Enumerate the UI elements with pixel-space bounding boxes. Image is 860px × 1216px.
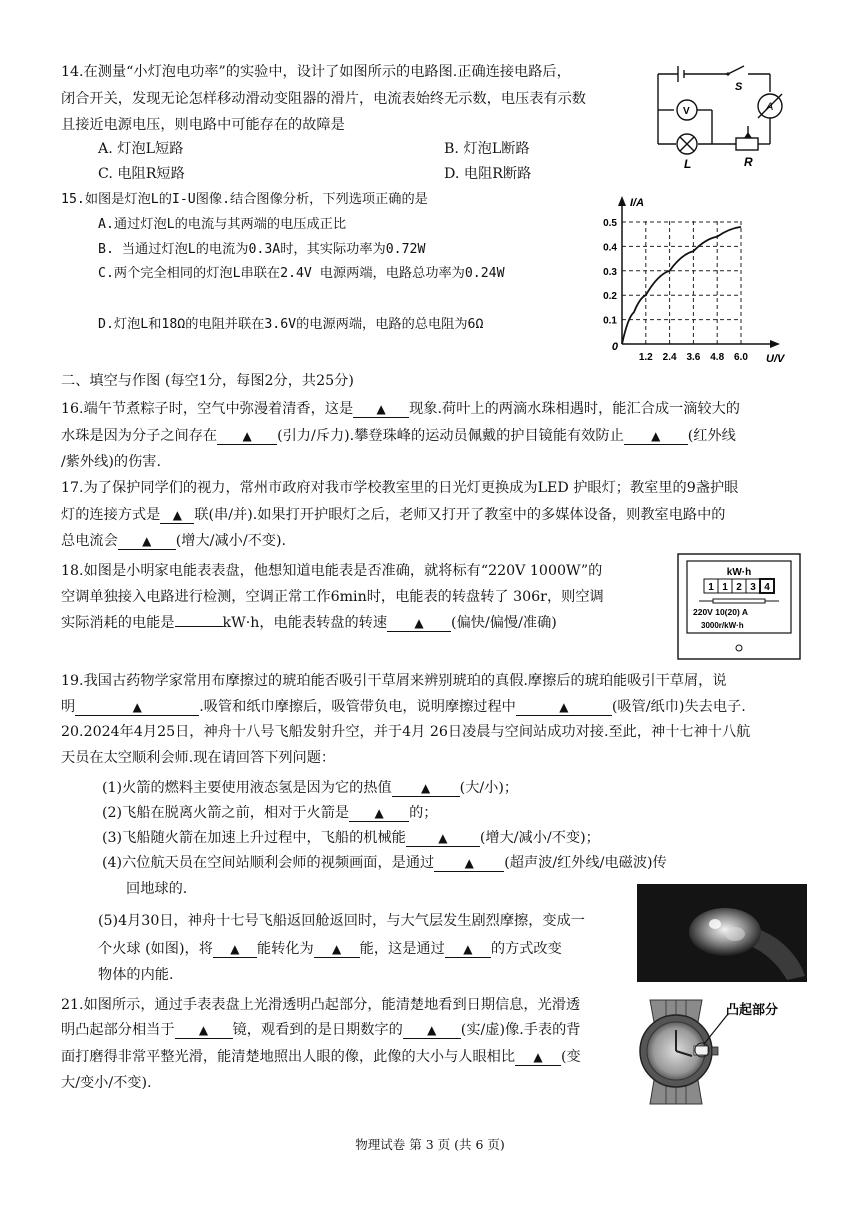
q19-line2: 明 ▲ .吸管和纸巾摩擦后，吸管带负电，说明摩擦过程中 ▲ (吸管/纸巾)失去电子. xyxy=(61,699,746,715)
x-tick-label: 3.6 xyxy=(686,352,701,363)
q21-line1: 21.如图所示，通过手表表盘上光滑透明凸起部分，能清楚地看到日期信息，光滑透 xyxy=(61,997,581,1013)
q20-blank-7[interactable]: ▲ xyxy=(445,941,491,958)
q20-sub5-line3: 物体的内能. xyxy=(98,967,174,983)
q17-blank-1[interactable]: ▲ xyxy=(160,507,194,524)
x-tick-label: 1.2 xyxy=(638,352,653,363)
q14-line3: 且接近电源电压，则电路中可能存在的故障是 xyxy=(61,117,345,133)
origin-label: 0 xyxy=(611,341,618,353)
q21-line2: 明凸起部分相当于 ▲ 镜，观看到的是日期数字的 ▲ (实/虚)像.手表的背 xyxy=(61,1022,581,1038)
meter-spec: 3000r/kW·h xyxy=(701,621,744,630)
q21-line4: 大/变小/不变). xyxy=(61,1075,152,1091)
q15-stem: 15.如图是灯泡L的I-U图像.结合图像分析，下列选项正确的是 xyxy=(61,192,428,207)
voltmeter-label: V xyxy=(683,106,690,117)
q18-line3: 实际消耗的电能是 kW·h，电能表转盘的转速 ▲ (偏快/偏慢/准确) xyxy=(61,615,557,631)
resistor-label: R xyxy=(744,155,753,169)
x-tick-label: 4.8 xyxy=(710,352,725,363)
q20-sub2: (2)飞船在脱离火箭之前，相对于火箭是 ▲ 的； xyxy=(102,805,438,821)
q20-sub1: (1)火箭的燃料主要使用液态氢是因为它的热值 ▲ (大/小)； xyxy=(102,780,519,796)
x-axis-label: U/V xyxy=(766,353,785,365)
q20-blank-1[interactable]: ▲ xyxy=(392,780,460,797)
q16-blank-2[interactable]: ▲ xyxy=(217,428,277,445)
meter-digit-5: 4 xyxy=(764,582,770,593)
q14-option-b: B. 灯泡L断路 xyxy=(444,141,530,157)
q15-option-c: C.两个完全相同的灯泡L串联在2.4V 电源两端，电路总功率为0.24W xyxy=(98,266,505,281)
q21-blank-2[interactable]: ▲ xyxy=(403,1022,461,1039)
x-tick-label: 2.4 xyxy=(662,352,677,363)
q20-sub4: (4)六位航天员在空间站顺利会师的视频画面，是通过 ▲ (超声波/红外线/电磁波)传 xyxy=(102,855,667,871)
q20-sub5-line1: (5)4月30日，神舟十七号飞船返回舱返回时，与大气层发生剧烈摩擦，变成一 xyxy=(98,913,585,929)
series-line xyxy=(622,227,741,344)
q16-line1: 16.端午节煮粽子时，空气中弥漫着清香，这是 ▲ 现象.荷叶上的两滴水珠相遇时，能汇合成一滴较大的 xyxy=(61,401,740,417)
watch-photo xyxy=(632,996,812,1106)
q18-line1: 18.如图是小明家电能表表盘，他想知道电能表是否准确，就将标有“220V 1000W”的 xyxy=(61,563,603,579)
meter-digit-3: 2 xyxy=(736,582,742,593)
q19-line1: 19.我国古药物学家常用布摩擦过的琥珀能否吸引干草屑来辨别琥珀的真假.摩擦后的琥珀能吸引干草屑，说 xyxy=(61,673,727,689)
x-tick-label: 6.0 xyxy=(734,352,748,363)
q15-option-b: B. 当通过灯泡L的电流为0.3A时，其实际功率为0.72W xyxy=(98,242,426,257)
capsule-shape xyxy=(689,908,761,956)
meter-digit-2: 1 xyxy=(722,582,728,593)
fireball-photo xyxy=(637,884,807,982)
meter-digit-4: 3 xyxy=(750,582,756,593)
circuit-diagram xyxy=(640,62,830,174)
label-pointer xyxy=(704,1014,728,1044)
bump-label: 凸起部分 xyxy=(726,1002,779,1017)
section-2-title: 二、填空与作图 (每空1分，每图2分，共25分) xyxy=(61,373,354,389)
q21-blank-1[interactable]: ▲ xyxy=(175,1022,233,1039)
switch-label: S xyxy=(735,81,743,93)
y-tick-label: 0.3 xyxy=(603,266,617,278)
energy-meter xyxy=(677,553,801,661)
q14-option-d: D. 电阻R断路 xyxy=(444,166,532,182)
q17-line1: 17.为了保护同学们的视力，常州市政府对我市学校教室里的日光灯更换成为LED 护眼灯；教室里的9盏护眼 xyxy=(61,480,739,496)
q18-line2: 空调单独接入电路进行检测，空调正常工作6min时，电能表的转盘转了 306r，则空调 xyxy=(61,589,604,605)
q19-blank-1[interactable]: ▲ xyxy=(75,699,199,716)
y-axis-arrow xyxy=(618,196,626,206)
y-tick-label: 0.5 xyxy=(603,218,617,229)
q16-line2: 水珠是因为分子之间存在 ▲ (引力/斥力).攀登珠峰的运动员佩戴的护目镜能有效防止 ▲ (红外线 xyxy=(61,428,736,444)
q20-blank-5[interactable]: ▲ xyxy=(213,941,257,958)
q15-option-d: D.灯泡L和18Ω的电阻并联在3.6V的电源两端，电路的总电阻为6Ω xyxy=(98,317,484,332)
q19-blank-2[interactable]: ▲ xyxy=(516,699,612,716)
q20-sub5-line2: 个火球 (如图)，将 ▲ 能转化为 ▲ 能，这是通过 ▲ 的方式改变 xyxy=(98,941,562,957)
q14-line1: 14.在测量“小灯泡电功率”的实验中，设计了如图所示的电路图.正确连接电路后， xyxy=(61,64,571,80)
q17-line2: 灯的连接方式是 ▲ 联(串/并).如果打开护眼灯之后，老师又打开了教室中的多媒体设备，则教室电路中的 xyxy=(61,507,726,523)
y-tick-label: 0.1 xyxy=(603,315,617,327)
q16-blank-3[interactable]: ▲ xyxy=(624,428,688,445)
y-axis-label: I/A xyxy=(630,197,645,209)
page-footer: 物理试卷 第 3 页 (共 6 页) xyxy=(355,1137,505,1152)
meter-digit-1: 1 xyxy=(708,582,714,593)
q18-blank-1[interactable] xyxy=(175,626,223,627)
q18-blank-2[interactable]: ▲ xyxy=(387,615,451,632)
q20-line1: 20.2024年4月25日，神舟十八号飞船发射升空，并于4月 26日凌晨与空间站成功对接.至此，神十七神十八航 xyxy=(61,724,751,740)
q14-option-a: A. 灯泡L短路 xyxy=(98,141,184,157)
x-axis-arrow xyxy=(770,340,780,348)
q17-blank-2[interactable]: ▲ xyxy=(118,533,176,550)
q20-sub4-cont: 回地球的. xyxy=(126,881,188,897)
q21-line3: 面打磨得非常平整光滑，能清楚地照出人眼的像，此像的大小与人眼相比 ▲ (变 xyxy=(61,1049,581,1065)
ammeter-label: A xyxy=(766,101,774,113)
q14-line2: 闭合开关，发现无论怎样移动滑动变阻器的滑片，电流表始终无示数，电压表有示数 xyxy=(61,91,586,107)
y-tick-label: 0.4 xyxy=(603,242,617,254)
q20-blank-2[interactable]: ▲ xyxy=(349,805,409,822)
q15-option-a: A.通过灯泡L的电流与其两端的电压成正比 xyxy=(98,217,347,232)
y-tick-label: 0.2 xyxy=(603,291,617,303)
q14-option-c: C. 电阻R短路 xyxy=(98,166,185,182)
q21-blank-3[interactable]: ▲ xyxy=(515,1049,561,1066)
q20-blank-6[interactable]: ▲ xyxy=(314,941,360,958)
meter-unit: kW·h xyxy=(726,567,752,578)
q20-sub3: (3)飞船随火箭在加速上升过程中，飞船的机械能 ▲ (增大/减小/不变)； xyxy=(102,830,600,846)
meter-rating: 220V 10(20) A xyxy=(693,607,748,617)
watch-crown xyxy=(712,1047,718,1055)
q20-blank-3[interactable]: ▲ xyxy=(406,830,480,847)
q16-blank-1[interactable]: ▲ xyxy=(353,401,409,418)
switch-blade xyxy=(728,66,744,74)
q16-line3: /紫外线)的伤害. xyxy=(61,454,161,470)
q20-line2: 天员在太空顺利会师.现在请回答下列问题： xyxy=(61,750,336,766)
q20-blank-4[interactable]: ▲ xyxy=(434,855,504,872)
q17-line3: 总电流会 ▲ (增大/减小/不变). xyxy=(61,533,287,549)
iu-chart xyxy=(596,192,796,368)
lamp-label: L xyxy=(684,157,692,171)
resistor-symbol xyxy=(736,138,758,150)
